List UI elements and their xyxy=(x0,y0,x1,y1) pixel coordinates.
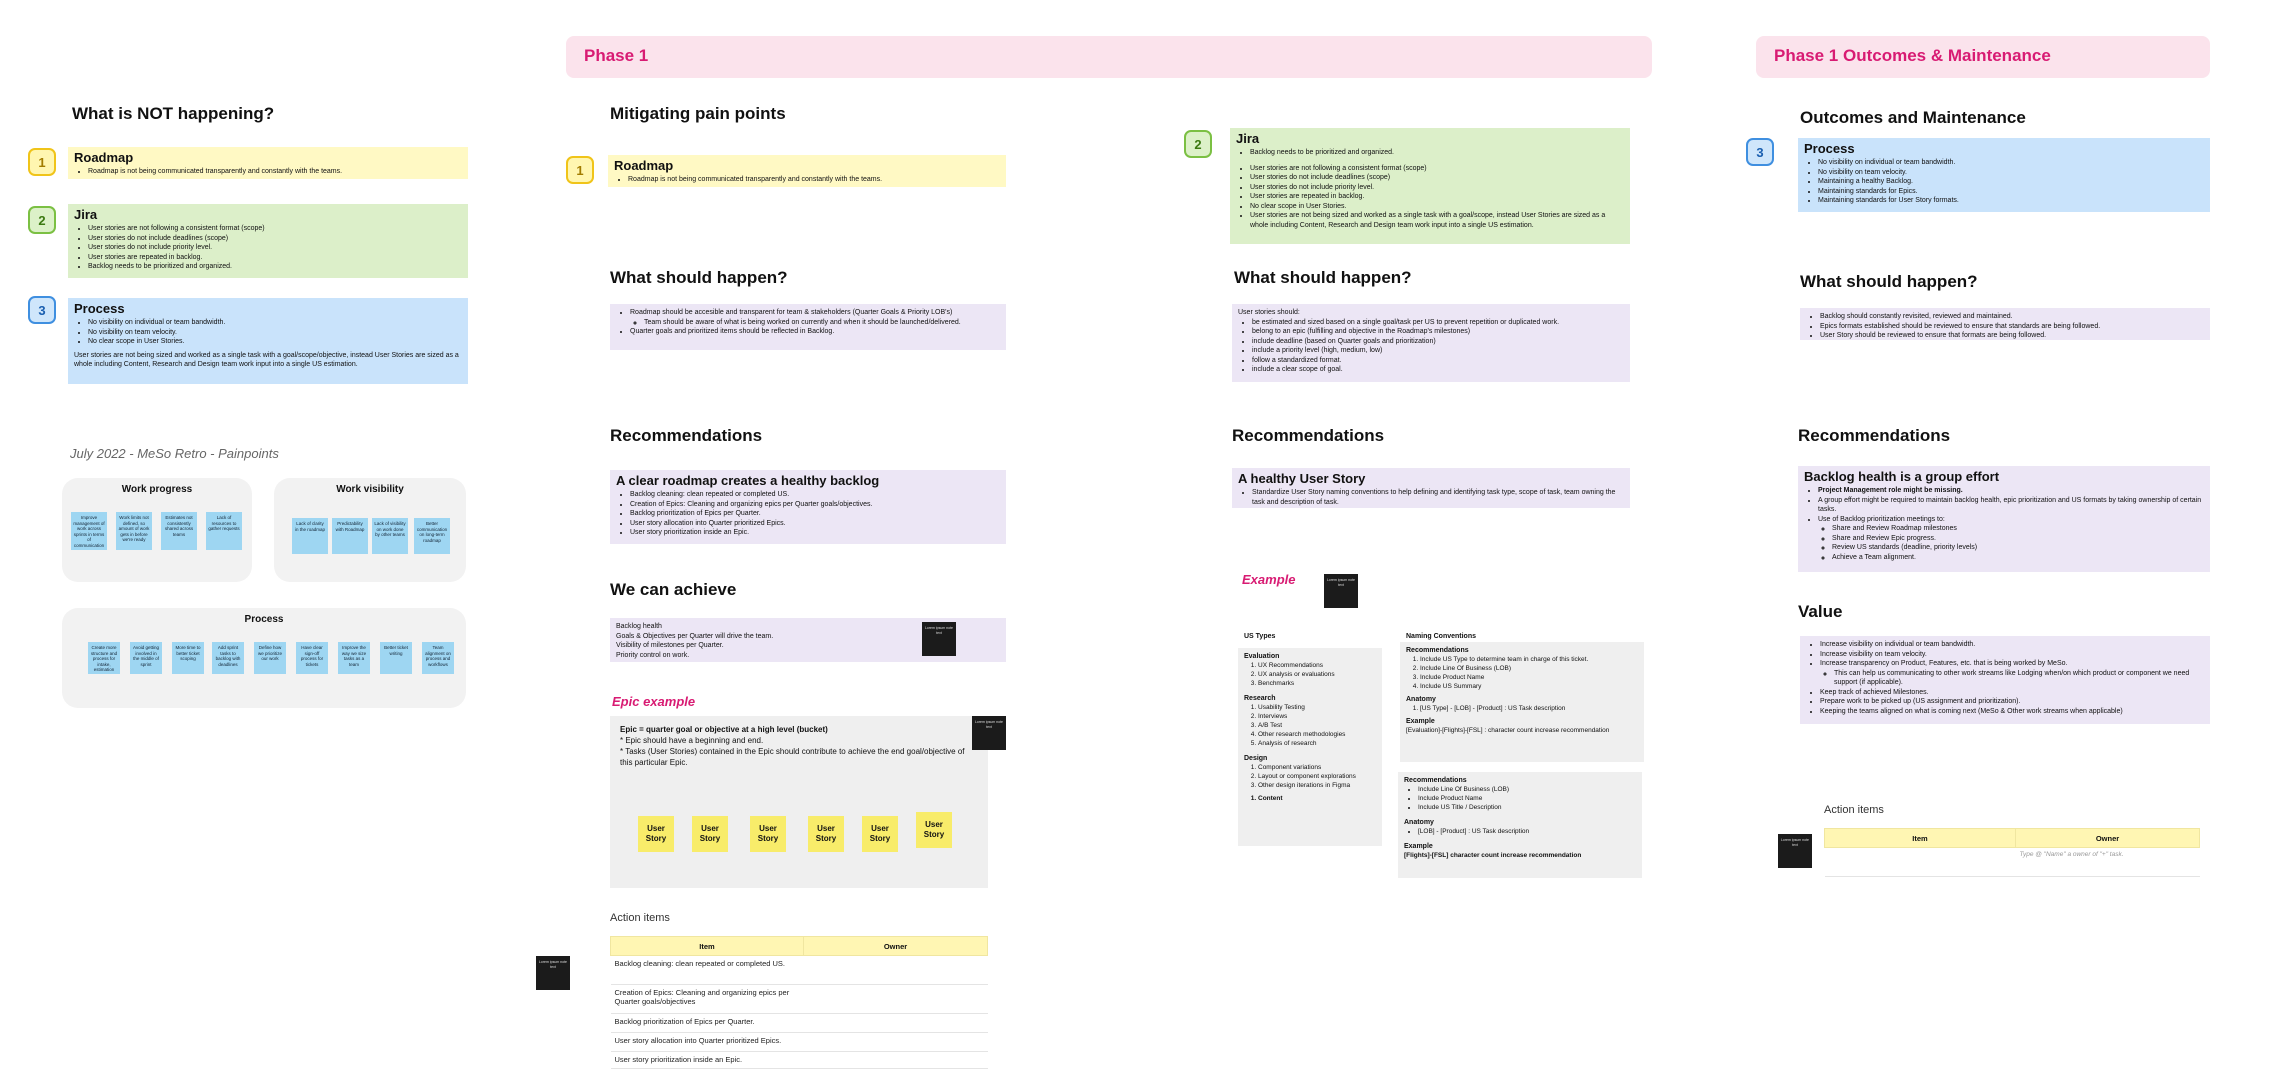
col4-process-card[interactable]: Process • No visibility on individual or team bandwidth. • No visibility on team velocity. • Maintaining a healthy Backlog. • Maintaining standards for Epics. • Maintaining standards for User Story formats. xyxy=(1798,138,2210,212)
col2-roadmap-card[interactable]: Roadmap • Roadmap is not being communicated transparently and constantly with the teams. xyxy=(608,155,1006,187)
col4-value-list: • Increase visibility on individual or team bandwidth. • Increase visibility on team velocity. • Increase transparency on Product, Features, etc. that is being worked by MeSo. ◦ This can help us communicating to other work streams like Lodging when/on which product or component we need support (if applicable). • Keep track of achieved Milestones. • Prepare work to be picked up (US assignment and prioritization). • Keeping the teams aligned on what is coming next (MeSo & Other work streams when applicable) xyxy=(1806,640,2204,716)
col1-process-extra: User stories are not being sized and worked as a single task with a goal/scope/objective, instead User Stories are sized as a whole including Content, Research and Design team work input into a single US estimation. xyxy=(74,351,459,368)
sticky-note[interactable]: Improve management of work across sprints in terms of communication xyxy=(71,512,107,550)
dark-sticky-note[interactable]: Lorem ipsum note text xyxy=(536,956,570,990)
work-visibility-title: Work visibility xyxy=(336,484,404,495)
sticky-note[interactable]: Estimates not consistently shared across teams xyxy=(161,512,197,550)
us-types-list: Evaluation 1. UX Recommendations 2. UX analysis or evaluations 3. Benchmarks Research 1. Usability Testing 2. Interviews 3. A/B Test 4. Other research methodologies 5. Analysis of research Design 1. Component variations 2. Layout or component explorations 3. Other design iterations in Figma 1. Content xyxy=(1238,648,1382,846)
col4-action-title: Action items xyxy=(1824,804,1884,816)
sticky-note[interactable]: Work limits not defined, so amount of work gets in before we're ready xyxy=(116,512,152,550)
sticky-note[interactable]: Create more structure and process for intake, estimation xyxy=(88,642,120,674)
col1-roadmap-card[interactable]: Roadmap • Roadmap is not being communicated transparently and constantly with the teams. xyxy=(68,147,468,179)
owner-placeholder[interactable]: Type @ "Name" a owner of "+" task. xyxy=(2016,848,2200,877)
phase1-banner: Phase 1 xyxy=(566,36,1652,78)
table-row[interactable]: Backlog cleaning: clean repeated or completed US. xyxy=(611,956,988,985)
col2-action-table[interactable] xyxy=(610,936,988,1069)
badge-1: 1 xyxy=(28,148,56,176)
col2-heading: Mitigating pain points xyxy=(610,104,786,123)
sticky-note[interactable]: Better ticket writing xyxy=(380,642,412,674)
user-story-sticky[interactable]: User Story xyxy=(638,816,674,852)
col4-what-card[interactable] xyxy=(1800,308,2210,340)
epic-example-block[interactable]: Epic = quarter goal or objective at a high level (bucket) * Epic should have a beginning and end. * Tasks (User Stories) contained in the Epic should contribute to achieve the end goal/objective of this particular Epic. User Story User Story User Story User Story User Story User Story xyxy=(610,716,988,888)
col1-process-card[interactable]: Process • No visibility on individual or team bandwidth. • No visibility on team velocity. • No clear scope in User Stories. User stories are not being sized and worked as a single task with a goal/scope/objective, instead User Stories are sized as a whole including Content, Research and Design team work input into a single US estimation. xyxy=(68,298,468,384)
dark-sticky-note[interactable]: Lorem ipsum note text xyxy=(1324,574,1358,608)
user-story-sticky[interactable]: User Story xyxy=(750,816,786,852)
col1-heading: What is NOT happening? xyxy=(72,104,275,123)
col4-rec-list: • Project Management role might be missing. • A group effort might be required to maintain backlog health, epic prioritization and US formats by taking ownership of certain tasks. • Use of Backlog prioritization meetings to: ◦ Share and Review Roadmap milestones ◦ Share and Review Epic progress. ◦ Review US standards (deadline, priority levels) ◦ Achieve a Team alignment. xyxy=(1804,486,2204,562)
badge-1: 1 xyxy=(566,156,594,184)
dark-sticky-note[interactable]: Lorem ipsum note text xyxy=(1778,834,1812,868)
us-types-block[interactable]: US Types xyxy=(1238,628,1384,846)
col2-what-card[interactable] xyxy=(610,304,1006,350)
col2-rec-heading: Recommendations xyxy=(610,426,763,445)
sticky-note[interactable]: Team alignment on process and workflows xyxy=(422,642,454,674)
col4-action-table[interactable] xyxy=(1824,828,2200,877)
dark-sticky-note[interactable]: Lorem ipsum note text xyxy=(922,622,956,656)
table-row[interactable]: Backlog prioritization of Epics per Quarter. xyxy=(611,1014,988,1033)
col1-roadmap-list: • Roadmap is not being communicated transparently and constantly with the teams. xyxy=(74,167,462,177)
col2-what-list: • Roadmap should be accesible and transparent for team & stakeholders (Quarter Goals & Priority LOB's) ◦ Team should be aware of what is being worked on currently and when it should be launched/delivered. • Quarter goals and prioritized items should be reflected in Backlog. xyxy=(616,308,1000,337)
table-header-row: Item Owner xyxy=(1825,829,2200,848)
col3-jira-list: • Backlog needs to be prioritized and organized. • User stories are not following a consistent format (scope) • User stories do not include deadlines (scope) • User stories do not include priority level. • User stories are repeated in backlog. • No clear scope in User Stories. • User stories are not being sized and worked as a single task with a goal/scope, instead User Stories are sized as a whole including Content, Research and Design team work input into a single US estimation. xyxy=(1236,148,1624,230)
sticky-note[interactable]: Add sprint tasks to backlog with deadlines xyxy=(212,642,244,674)
col1-process-list: • No visibility on individual or team bandwidth. • No visibility on team velocity. • No clear scope in User Stories. xyxy=(74,318,462,347)
sticky-note[interactable]: More time to better ticket scoping xyxy=(172,642,204,674)
col4-what-heading: What should happen? xyxy=(1800,272,1978,291)
user-story-sticky[interactable]: User Story xyxy=(808,816,844,852)
col3-what-heading: What should happen? xyxy=(1234,268,1412,287)
col3-what-list: • be estimated and sized based on a single goal/task per US to prevent repetition or duplicated work. • belong to an epic (fulfilling and objective in the Roadmap's milestones) • include deadline (based on Quarter goals and prioritization) • include a priority level (high, medium, low) • follow a standardized format. • include a clear scope of goal. xyxy=(1238,318,1624,375)
sticky-note[interactable]: Better communication on long-term roadmap xyxy=(414,518,450,554)
col4-value-card[interactable] xyxy=(1800,636,2210,724)
process-frame[interactable] xyxy=(62,608,466,708)
col2-achieve-card[interactable]: Backlog health Goals & Objectives per Quarter will drive the team. Visibility of milestones per Quarter. Priority control on work. xyxy=(610,618,1006,662)
col1-jira-card[interactable]: Jira • User stories are not following a consistent format (scope) • User stories do not include deadlines (scope) • User stories do not include priority level. • User stories are repeated in backlog. • Backlog needs to be prioritized and organized. xyxy=(68,204,468,278)
table-row[interactable]: User story prioritization inside an Epic. xyxy=(611,1052,988,1069)
badge-3: 3 xyxy=(1746,138,1774,166)
col3-rec-heading: Recommendations xyxy=(1232,426,1385,445)
sticky-note[interactable]: Have clear sign-off process for tickets xyxy=(296,642,328,674)
badge-2: 2 xyxy=(1184,130,1212,158)
col4-rec-card[interactable]: Backlog health is a group effort • Project Management role might be missing. • A group effort might be required to maintain backlog health, epic prioritization and US formats by taking ownership of certain tasks. • Use of Backlog prioritization meetings to: ◦ Share and Review Roadmap milestones ◦ Share and Review Epic progress. ◦ Review US standards (deadline, priority levels) ◦ Achieve a Team alignment. xyxy=(1798,466,2210,572)
col4-process-list: • No visibility on individual or team bandwidth. • No visibility on team velocity. • Maintaining a healthy Backlog. • Maintaining standards for Epics. • Maintaining standards for User Story formats. xyxy=(1804,158,2204,206)
table-row[interactable]: User story allocation into Quarter prioritized Epics. xyxy=(611,1033,988,1052)
table-header-row: Item Owner xyxy=(611,937,988,956)
col3-example-heading: Example xyxy=(1242,572,1296,587)
badge-3: 3 xyxy=(28,296,56,324)
user-story-sticky[interactable]: User Story xyxy=(916,812,952,848)
naming-conventions-alt[interactable]: Recommendations • Include Line Of Business (LOB) • Include Product Name • Include US Title / Description Anatomy • [LOB] - [Product] : US Task description Example [Flights]-[FSL] character count increase recommendation xyxy=(1398,772,1642,878)
sticky-note[interactable]: Improve the way we size tasks as a team xyxy=(338,642,370,674)
col4-what-list: • Backlog should constantly revisited, reviewed and maintained. • Epics formats established should be reviewed to ensure that standards are being followed. • User Story should be reviewed to ensure that formats are being followed. xyxy=(1806,312,2204,341)
naming-conventions-list: Recommendations 1. Include US Type to determine team in charge of this ticket. 2. Include Line Of Business (LOB) 3. Include Product Name 4. Include US Summary Anatomy 1. [US Type] - [LOB] - [Product] : US Task description Example [Evaluation]-[Flights]-[FSL] : character count increase recommendation xyxy=(1400,642,1644,762)
sticky-note[interactable]: Predictability with Roadmap xyxy=(332,518,368,554)
col2-rec-list: • Backlog cleaning: clean repeated or completed US. • Creation of Epics: Cleaning and organizing epics per Quarter goals/objectives. • Backlog prioritization of Epics per Quarter. • User story allocation into Quarter prioritized Epics. • User story prioritization inside an Epic. xyxy=(616,490,1000,538)
sticky-note[interactable]: Define how we prioritize our work xyxy=(254,642,286,674)
sticky-note[interactable]: Avoid getting involved in the middle of sprint xyxy=(130,642,162,674)
sticky-note[interactable]: Lack of visibility on work done by other teams xyxy=(372,518,408,554)
col3-jira-card[interactable]: Jira • Backlog needs to be prioritized and organized. • User stories are not following a consistent format (scope) • User stories do not include deadlines (scope) • User stories do not include priority level. • User stories are repeated in backlog. • No clear scope in User Stories. • User stories are not being sized and worked as a single task with a goal/scope, instead User Stories are sized as a whole including Content, Research and Design team work input into a single US estimation. xyxy=(1230,128,1630,244)
badge-2: 2 xyxy=(28,206,56,234)
dark-sticky-note[interactable]: Lorem ipsum note text xyxy=(972,716,1006,750)
col3-rec-list: • Standardize User Story naming conventions to help defining and identifying task type, scope of task, team owning the task and description of task. xyxy=(1238,488,1624,507)
sticky-note[interactable]: Lack of resources to gather requests xyxy=(206,512,242,550)
col1-jira-list: • User stories are not following a consistent format (scope) • User stories do not include deadlines (scope) • User stories do not include priority level. • User stories are repeated in backlog. • Backlog needs to be prioritized and organized. xyxy=(74,224,462,272)
user-story-sticky[interactable]: User Story xyxy=(862,816,898,852)
col2-rec-card[interactable]: A clear roadmap creates a healthy backlog • Backlog cleaning: clean repeated or completed US. • Creation of Epics: Cleaning and organizing epics per Quarter goals/objectives. • Backlog prioritization of Epics per Quarter. • User story allocation into Quarter prioritized Epics. • User story prioritization inside an Epic. xyxy=(610,470,1006,544)
col2-roadmap-list: • Roadmap is not being communicated transparently and constantly with the teams. xyxy=(614,175,1000,185)
col2-epic-heading: Epic example xyxy=(612,694,696,709)
work-progress-frame[interactable] xyxy=(62,478,252,582)
col3-rec-card[interactable]: A healthy User Story • Standardize User Story naming conventions to help defining and identifying task type, scope of task, team owning the task and description of task. xyxy=(1232,468,1630,508)
naming-conventions-block[interactable]: Naming Conventions xyxy=(1400,628,1646,758)
work-progress-title: Work progress xyxy=(121,484,193,495)
work-visibility-frame[interactable] xyxy=(274,478,466,582)
col2-what-heading: What should happen? xyxy=(610,268,788,287)
col4-heading: Outcomes and Maintenance xyxy=(1800,108,2026,127)
col3-what-card[interactable]: User stories should: • be estimated and sized based on a single goal/task per US to prevent repetition or duplicated work. • belong to an epic (fulfilling and objective in the Roadmap's milestones) • include deadline (based on Quarter goals and prioritization) • include a priority level (high, medium, low) • follow a standardized format. • include a clear scope of goal. xyxy=(1232,304,1630,382)
process-frame-title: Process xyxy=(244,614,284,625)
col2-action-title: Action items xyxy=(610,912,670,924)
retro-title: July 2022 - MeSo Retro - Painpoints xyxy=(70,446,279,461)
col4-value-heading: Value xyxy=(1798,602,1843,621)
col2-achieve-heading: We can achieve xyxy=(610,580,737,599)
col4-rec-heading: Recommendations xyxy=(1798,426,1951,445)
sticky-note[interactable]: Lack of clarity in the roadmap xyxy=(292,518,328,554)
outcomes-banner: Phase 1 Outcomes & Maintenance xyxy=(1756,36,2210,78)
user-story-sticky[interactable]: User Story xyxy=(692,816,728,852)
table-row[interactable] xyxy=(1825,848,2200,877)
table-row[interactable]: Creation of Epics: Cleaning and organizing epics per Quarter goals/objectives xyxy=(611,985,988,1014)
